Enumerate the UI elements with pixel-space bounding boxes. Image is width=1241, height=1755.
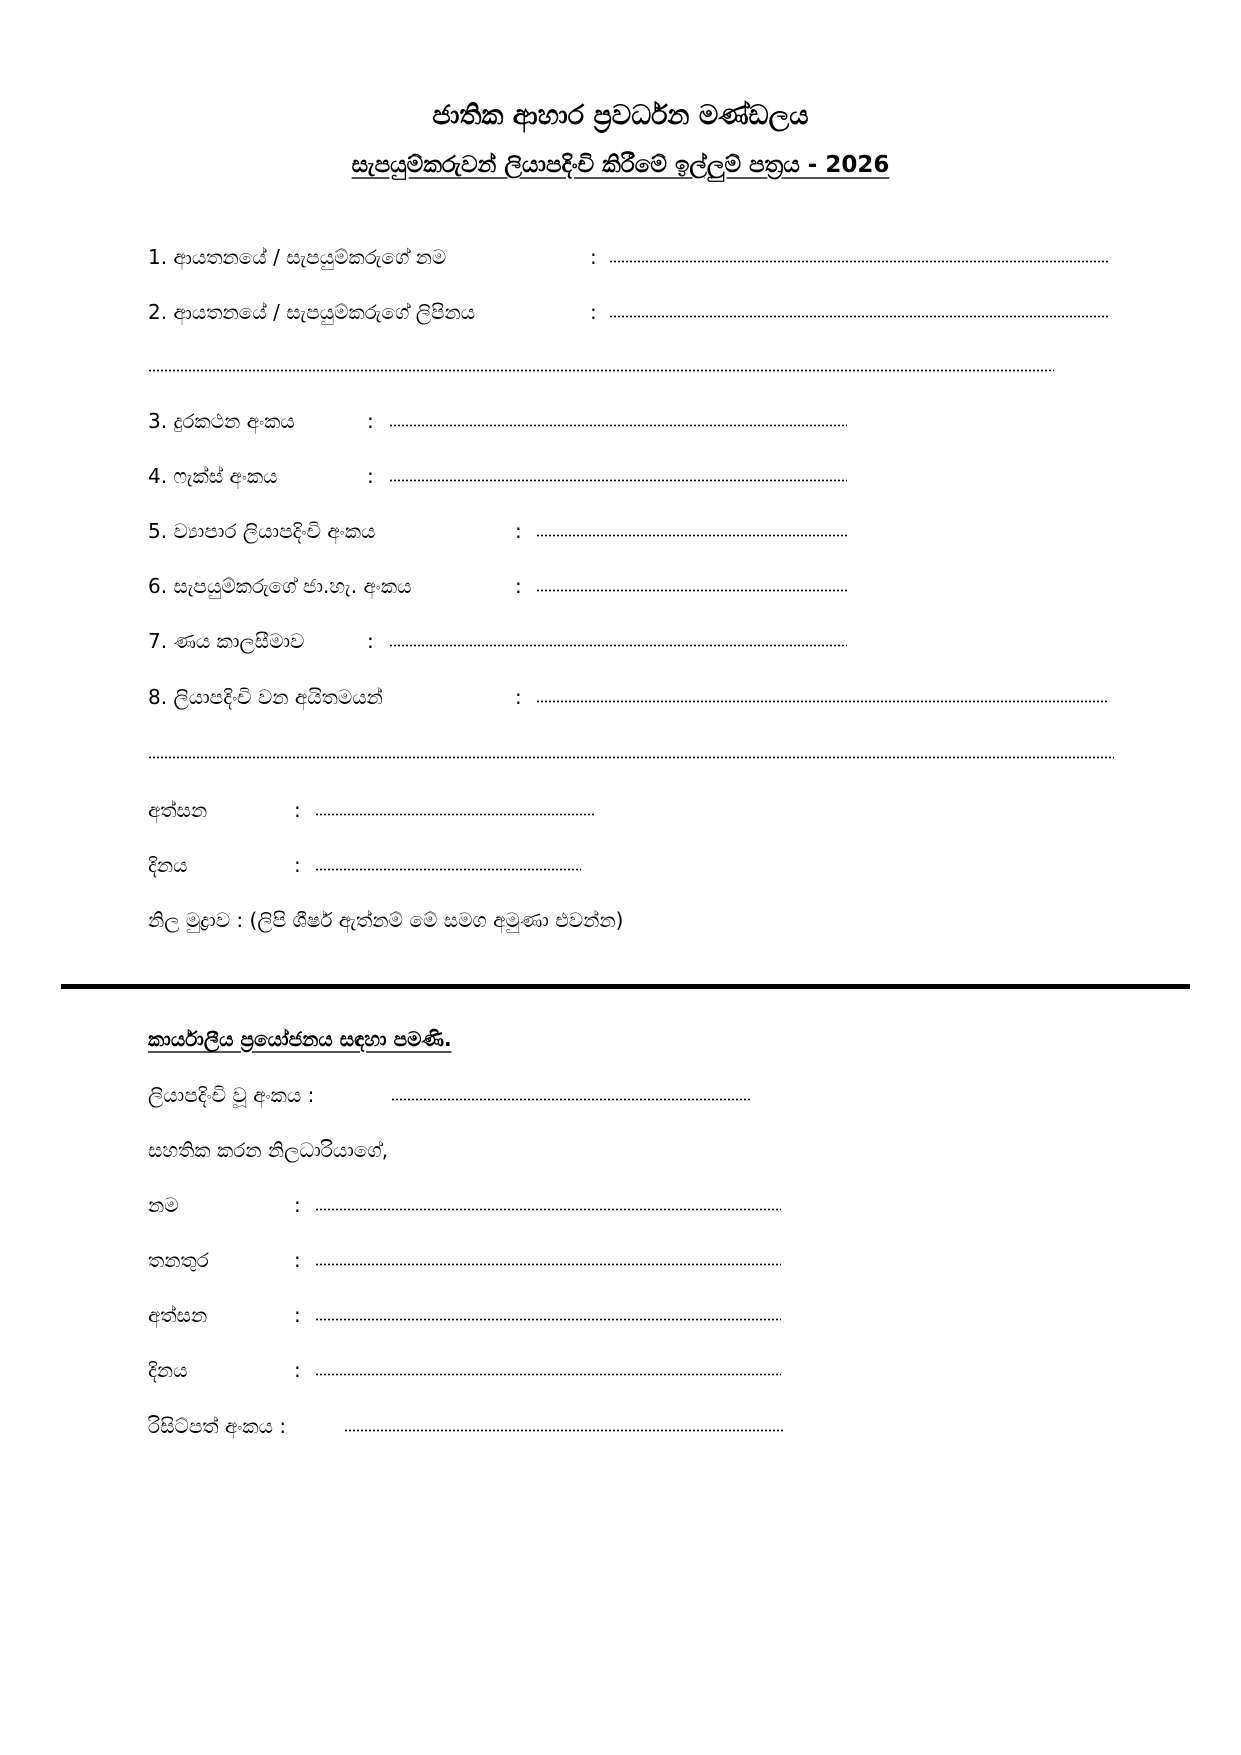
field-colon: : [515,685,522,709]
receipt-number-input[interactable] [344,1429,783,1432]
field-input-fax[interactable] [389,479,847,482]
officer-name-label: නම [148,1193,179,1217]
field-colon: : [294,1303,301,1327]
field-colon: : [294,1358,301,1382]
field-input-items[interactable] [536,700,1109,703]
registered-number-label: ලියාපදිංචි වූ අංකය : [148,1083,315,1107]
office-use-heading: කාර්යාලීය ප්‍රයෝජනය සඳහා පමණි. [148,1027,452,1051]
field-colon: : [294,1248,301,1272]
officer-designation-input[interactable] [315,1263,781,1266]
officer-date-label: දිනය [148,1358,188,1382]
subtitle-text: සැපයුම්කරුවන් ලියාපදිංචි කිරීමේ ඉල්ලුම් පත්‍රය - 2026 [351,152,890,178]
official-seal-note: නිල මුද්‍රාව : (ලිපි ශීර්ෂ ඇත්නම් මේ සමග අමුණා එවන්න) [148,908,624,932]
registered-number-input[interactable] [391,1098,751,1101]
section-separator [61,984,1190,989]
field-input-credit-period[interactable] [389,644,847,647]
field-colon: : [294,853,301,877]
signature-label: අත්සන [148,798,208,822]
field-label-name: 1. ආයතනයේ / සැපයුම්කරුගේ නම [148,245,447,269]
date-input[interactable] [315,868,581,871]
field-input-telephone[interactable] [389,424,847,427]
officer-signature-label: අත්සන [148,1303,208,1327]
field-colon: : [294,1193,301,1217]
field-colon: : [367,464,374,488]
field-input-business-reg[interactable] [536,534,847,537]
field-colon: : [367,409,374,433]
field-label-items: 8. ලියාපදිංචි වන අයිතමයන් [148,685,383,709]
officer-signature-input[interactable] [315,1318,781,1321]
date-label: දිනය [148,853,188,877]
field-label-telephone: 3. දුරකථන අංකය [148,409,295,433]
officer-designation-label: තනතුර [148,1248,209,1272]
officer-name-input[interactable] [315,1208,781,1211]
field-colon: : [590,300,597,324]
field-input-name[interactable] [609,260,1109,263]
field-label-business-reg: 5. ව්‍යාපාර ලියාපදිංචි අංකය [148,519,376,543]
field-input-address[interactable] [609,315,1109,318]
field-input-address-line2[interactable] [148,369,1054,372]
field-colon: : [515,574,522,598]
field-label-credit-period: 7. ණය කාලසීමාව [148,629,305,653]
field-colon: : [294,798,301,822]
certifying-officer-label: සහතික කරන නිලධාරියාගේ, [148,1138,389,1162]
field-input-nic[interactable] [536,589,847,592]
document-title: ජාතික ආහාර ප්‍රවර්ධන මණ්ඩලය [432,100,809,131]
field-colon: : [367,629,374,653]
signature-input[interactable] [315,813,595,816]
field-label-fax: 4. ෆැක්ස් අංකය [148,464,278,488]
receipt-number-label: රිසිට්පත් අංකය : [148,1414,287,1438]
field-colon: : [590,245,597,269]
field-input-items-line2[interactable] [148,756,1114,759]
field-label-nic: 6. සැපයුම්කරුගේ ජා.හැ. අංකය [148,574,412,598]
document-subtitle [0,152,1241,178]
field-colon: : [515,519,522,543]
officer-date-input[interactable] [315,1373,781,1376]
field-label-address: 2. ආයතනයේ / සැපයුම්කරුගේ ලිපිනය [148,300,476,324]
